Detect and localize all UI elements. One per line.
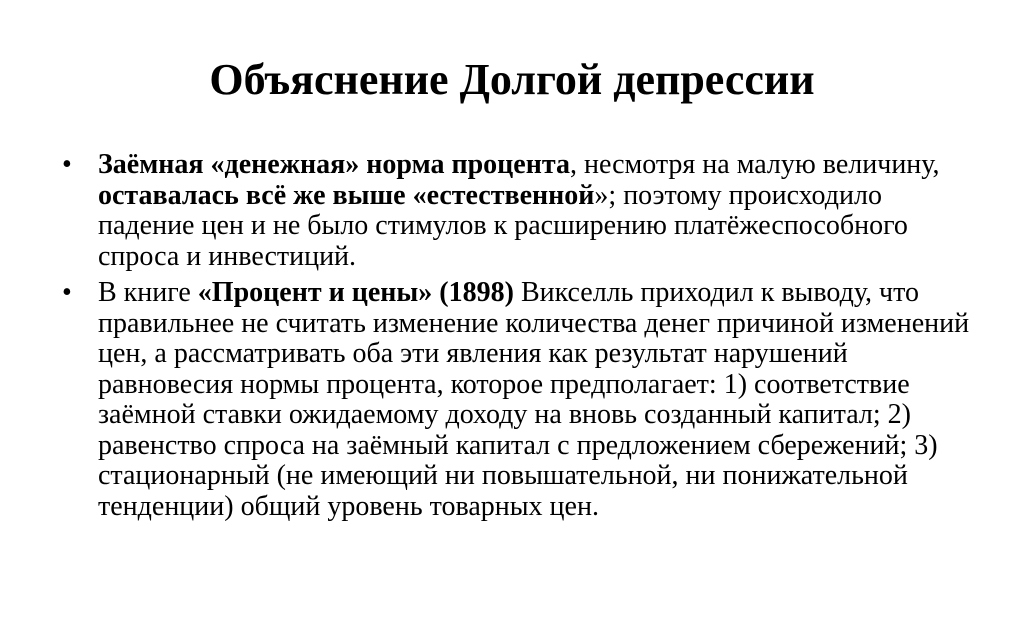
bullet-1-run-2: , несмотря на малую величину, <box>569 149 940 180</box>
bullet-list <box>62 150 982 528</box>
bullet-2-run-1: В книге <box>98 277 198 308</box>
bullet-1-run-3: оставалась всё же выше «естественной <box>98 179 595 211</box>
bullet-icon: • <box>62 277 72 308</box>
bullet-2-run-3: Викселль приходил к выводу, что правильнее не считать изменение количества денег причиной изменений цен, а рассматривать оба эти явления как результат нарушений равновесия нормы процента, которое предполагает: 1) соответствие заёмной ставки ожидаемому доходу на вновь созданный капитал; 2) равенство спроса на заёмный капитал с предложением сбережений; 3) стационарный (не имеющий ни повышательной, ни понижательной тенденции) общий уровень товарных цен. <box>98 277 970 522</box>
bullet-item-1 <box>62 150 982 272</box>
bullet-item-2 <box>62 278 982 522</box>
bullet-icon: • <box>62 149 72 180</box>
slide-title: Объяснение Долгой депрессии <box>209 55 815 104</box>
bullet-1-run-1: Заёмная «денежная» норма процента <box>98 149 570 180</box>
bullet-2-run-2: «Процент и цены» (1898) <box>197 277 514 308</box>
bullet-1-run-4: »; поэтому происходило падение цен и не было стимулов к расширению платёжеспособного спроса и инвестиций. <box>98 179 908 272</box>
